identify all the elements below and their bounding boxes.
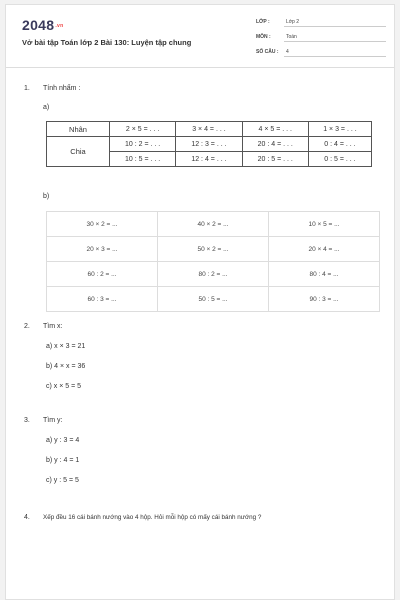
table-cell: 20 × 4 = ... (269, 237, 380, 262)
table-cell: 50 : 5 = ... (158, 287, 269, 312)
meta-count-label: SỐ CÂU : (256, 49, 279, 55)
table-cell: 12 : 4 = . . . (176, 152, 242, 167)
list-item: c) x × 5 = 5 (46, 383, 82, 390)
meta-class-label: LỚP : (256, 19, 270, 25)
table-cell: 60 : 3 = ... (47, 287, 158, 312)
table-cell: 20 : 5 = . . . (242, 152, 308, 167)
logo-tld: .vn (55, 23, 64, 30)
table-cell: 4 × 5 = . . . (242, 122, 308, 137)
part-a-label: a) (43, 104, 50, 111)
table-cell: 0 : 5 = . . . (308, 152, 371, 167)
list-item: a) y : 3 = 4 (46, 437, 80, 444)
question-number: 1. (24, 85, 30, 92)
question-text: Tính nhẩm : (43, 85, 81, 92)
document-title: Vở bài tập Toán lớp 2 Bài 130: Luyện tập chung (22, 38, 192, 47)
table-cell: 80 : 2 = ... (158, 262, 269, 287)
table-cell: 50 × 2 = ... (158, 237, 269, 262)
table-cell: 80 : 4 = ... (269, 262, 380, 287)
list-item: a) x × 3 = 21 (46, 343, 86, 350)
site-logo[interactable] (22, 17, 63, 33)
meta-underline (284, 56, 386, 57)
meta-class-value: Lớp 2 (286, 19, 300, 25)
table-row (47, 262, 380, 287)
meta-underline (284, 41, 386, 42)
meta-question-count (256, 48, 386, 57)
part-b-label: b) (43, 193, 50, 200)
table-row (47, 287, 380, 312)
list-item: c) y : 5 = 5 (46, 477, 79, 484)
worksheet-page (5, 4, 395, 600)
question-number: 4. (24, 514, 30, 521)
logo-text: 2048 (22, 17, 55, 33)
table-row (47, 122, 372, 137)
table-cell: 30 × 2 = ... (47, 212, 158, 237)
question-number: 2. (24, 323, 30, 330)
meta-subject-label: MÔN : (256, 34, 271, 40)
question-number: 3. (24, 417, 30, 424)
table-cell: 20 : 4 = . . . (242, 137, 308, 152)
table-cell: 90 : 3 = ... (269, 287, 380, 312)
table-cell: 0 : 4 = . . . (308, 137, 371, 152)
table-part-a (46, 121, 372, 167)
row-label-nhan: Nhân (47, 122, 110, 137)
question-text: Tìm x: (43, 323, 63, 330)
meta-underline (284, 26, 386, 27)
table-part-b (46, 211, 380, 312)
header (6, 5, 394, 67)
row-label-chia: Chia (47, 137, 110, 167)
meta-subject (256, 33, 386, 42)
table-cell: 12 : 3 = . . . (176, 137, 242, 152)
table-cell: 10 : 5 = . . . (110, 152, 176, 167)
meta-class (256, 18, 386, 27)
header-divider (6, 67, 394, 68)
table-cell: 1 × 3 = . . . (308, 122, 371, 137)
list-item: b) 4 × x = 36 (46, 363, 86, 370)
question-text: Xếp đều 16 cái bánh nướng vào 4 hộp. Hỏi mỗi hộp có mấy cái bánh nướng ? (43, 514, 262, 521)
meta-subject-value: Toán (286, 34, 297, 40)
table-row (47, 137, 372, 152)
list-item: b) y : 4 = 1 (46, 457, 80, 464)
table-cell: 3 × 4 = . . . (176, 122, 242, 137)
table-cell: 40 × 2 = ... (158, 212, 269, 237)
table-cell: 60 : 2 = ... (47, 262, 158, 287)
table-cell: 20 × 3 = ... (47, 237, 158, 262)
meta-count-value: 4 (286, 49, 289, 55)
table-cell: 2 × 5 = . . . (110, 122, 176, 137)
table-row (47, 237, 380, 262)
question-text: Tìm y: (43, 417, 63, 424)
table-cell: 10 : 2 = . . . (110, 137, 176, 152)
table-row (47, 212, 380, 237)
table-cell: 10 × 5 = ... (269, 212, 380, 237)
